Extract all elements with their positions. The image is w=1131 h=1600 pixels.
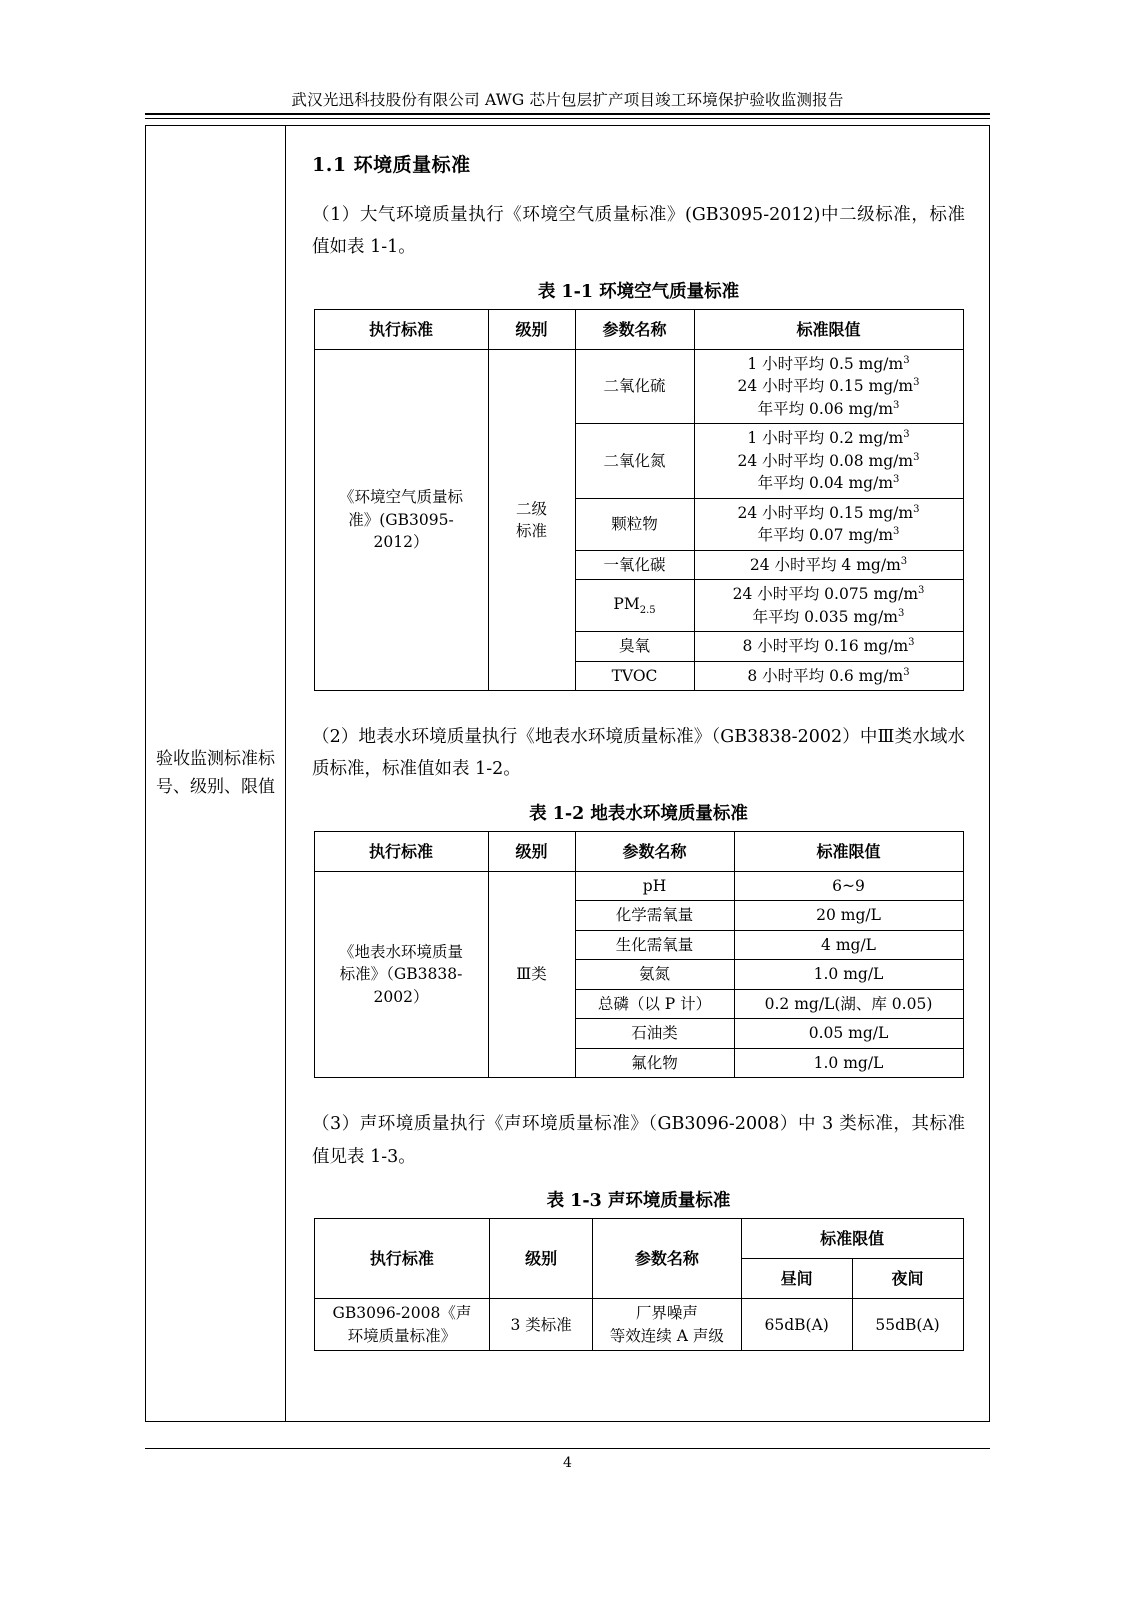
cell-limit: 8 小时平均 0.16 $mg/m^3$ (694, 632, 963, 661)
th-standard: 执行标准 (314, 831, 488, 871)
th-night: 夜间 (852, 1259, 963, 1299)
table-row (314, 349, 963, 423)
cell-level: 3 类标准 (490, 1299, 593, 1351)
table-header-row (314, 309, 963, 349)
th-limit: 标准限值 (741, 1219, 963, 1259)
page-number: 4 (563, 1455, 572, 1471)
th-param: 参数名称 (592, 1219, 741, 1299)
cell-limit: 24 小时平均 0.15 $mg/m^3$ 年平均 0.07 $mg/m^3$ (694, 498, 963, 550)
table-noise-quality (314, 1218, 964, 1351)
cell-param: 化学需氧量 (575, 901, 734, 930)
cell-limit: 8 小时平均 0.6 $mg/m^3$ (694, 661, 963, 690)
cell-standard: GB3096-2008《声 环境质量标准》 (314, 1299, 490, 1351)
cell-param: 二氧化氮 (575, 424, 694, 498)
cell-night: 55dB(A) (852, 1299, 963, 1351)
cell-param: 臭氧 (575, 632, 694, 661)
cell-limit: 1.0 mg/L (734, 960, 963, 989)
cell-limit: 0.05 mg/L (734, 1019, 963, 1048)
table1-caption: 表 1-1 环境空气质量标准 (537, 281, 740, 302)
cell-param: 石油类 (575, 1019, 734, 1048)
table-header-row (314, 1219, 963, 1259)
cell-param: $PM_{2.5}$ (575, 580, 694, 632)
th-limit: 标准限值 (734, 831, 963, 871)
cell-param: 氟化物 (575, 1048, 734, 1077)
cell-limit: 24 小时平均 4 $mg/m^3$ (694, 550, 963, 579)
table-row (314, 1299, 963, 1351)
cell-param: 颗粒物 (575, 498, 694, 550)
cell-limit: 20 mg/L (734, 901, 963, 930)
cell-limit: 6~9 (734, 871, 963, 900)
cell-param: 氨氮 (575, 960, 734, 989)
sidebar-label: 验收监测标准标号、级别、限值 (146, 126, 286, 1421)
content-frame (145, 125, 990, 1422)
th-level: 级别 (488, 309, 575, 349)
table-air-quality (314, 309, 964, 691)
cell-standard: 《环境空气质量标 准》(GB3095- 2012） (314, 349, 488, 690)
table-water-quality (314, 831, 964, 1078)
th-day: 昼间 (741, 1259, 852, 1299)
section-title: 1.1 环境质量标准 (312, 154, 471, 176)
cell-standard: 《地表水环境质量 标准》（GB3838- 2002） (314, 871, 488, 1077)
cell-limit: 4 mg/L (734, 930, 963, 959)
cell-limit: 1.0 mg/L (734, 1048, 963, 1077)
th-param: 参数名称 (575, 831, 734, 871)
paragraph-water: （2）地表水环境质量执行《地表水环境质量标准》（GB3838-2002）中Ⅲ类水域水质标准，标准值如表 1-2。 (312, 727, 965, 780)
cell-limit: 1 小时平均 0.2 $mg/m^3$ 24 小时平均 0.08 $mg/m^3$ 年平均 0.04 $mg/m^3$ (694, 424, 963, 498)
cell-param: 厂界噪声 等效连续 A 声级 (592, 1299, 741, 1351)
cell-limit: 0.2 mg/L(湖、库 0.05) (734, 989, 963, 1018)
header-divider (145, 113, 990, 119)
th-param: 参数名称 (575, 309, 694, 349)
cell-limit: 24 小时平均 0.075 $mg/m^3$ 年平均 0.035 $mg/m^3$ (694, 580, 963, 632)
th-standard: 执行标准 (314, 309, 488, 349)
cell-level: 二级 标准 (488, 349, 575, 690)
cell-param: 二氧化硫 (575, 349, 694, 423)
th-standard: 执行标准 (314, 1219, 490, 1299)
cell-param: 总磷（以 P 计） (575, 989, 734, 1018)
cell-param: 一氧化碳 (575, 550, 694, 579)
table2-caption: 表 1-2 地表水环境质量标准 (529, 803, 748, 824)
cell-param: TVOC (575, 661, 694, 690)
paragraph-noise: （3）声环境质量执行《声环境质量标准》（GB3096-2008）中 3 类标准，其标准值见表 1-3。 (312, 1114, 965, 1167)
table-header-row (314, 831, 963, 871)
th-level: 级别 (490, 1219, 593, 1299)
cell-param: pH (575, 871, 734, 900)
page-header: 武汉光迅科技股份有限公司 AWG 芯片包层扩产项目竣工环境保护验收监测报告 (291, 91, 844, 109)
th-level: 级别 (488, 831, 575, 871)
cell-level: Ⅲ类 (488, 871, 575, 1077)
content-body (286, 126, 989, 1421)
cell-param: 生化需氧量 (575, 930, 734, 959)
cell-limit: 1 小时平均 0.5 $mg/m^3$ 24 小时平均 0.15 $mg/m^3$ 年平均 0.06 $mg/m^3$ (694, 349, 963, 423)
table-row (314, 871, 963, 900)
paragraph-air: （1）大气环境质量执行《环境空气质量标准》(GB3095-2012)中二级标准，标准值如表 1-1。 (312, 205, 965, 258)
cell-day: 65dB(A) (741, 1299, 852, 1351)
table3-caption: 表 1-3 声环境质量标准 (546, 1191, 731, 1211)
th-limit: 标准限值 (694, 309, 963, 349)
footer-divider (145, 1448, 990, 1449)
